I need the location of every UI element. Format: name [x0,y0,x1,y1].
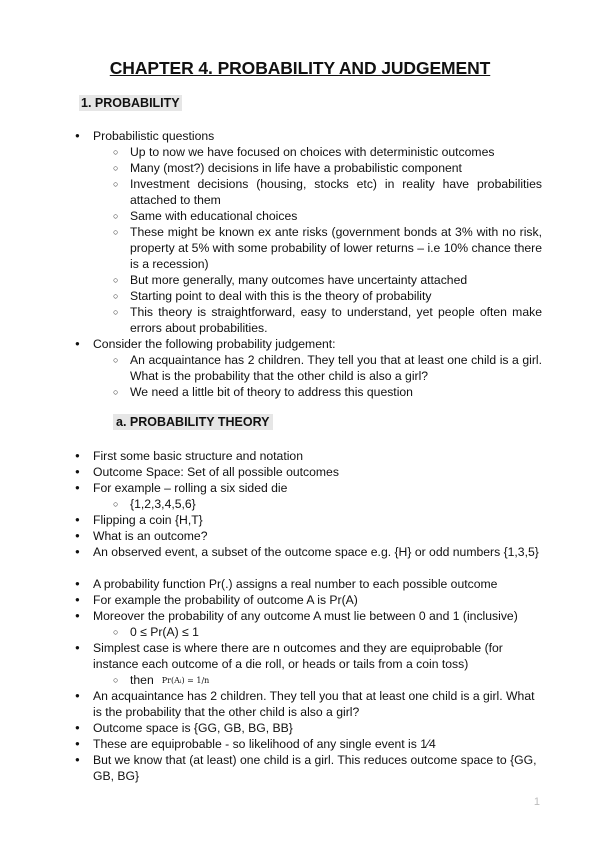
list-item: ○ 0 ≤ Pr(A) ≤ 1 [130,624,542,640]
list-item: ○ Many (most?) decisions in life have a probabilistic component [130,160,542,176]
chapter-title: CHAPTER 4. PROBABILITY AND JUDGEMENT [109,58,491,78]
list-item: ○ This theory is straightforward, easy to understand, yet people often make errors about probabilities. [130,304,542,336]
list-item: ● What is an outcome? [93,528,545,544]
list-item: ● Flipping a coin {H,T} [93,512,545,528]
list-item: ● Outcome Space: Set of all possible outcomes [93,464,545,480]
list-item: ● A probability function Pr(.) assigns a real number to each possible outcome [93,576,545,592]
list-item: ● An observed event, a subset of the outcome space e.g. {H} or odd numbers {1,3,5} [93,544,545,560]
list-item: ● For example – rolling a six sided die [93,480,545,496]
list-item: ● An acquaintance has 2 children. They tell you that at least one child is a girl. What is the probability that the other child is also a girl? [93,688,545,720]
list-item: ● These are equiprobable - so likelihood of any single event is 1⁄4 [93,736,545,752]
list-item: ● Moreover the probability of any outcome A must lie between 0 and 1 (inclusive) [93,608,545,624]
list-item: ● But we know that (at least) one child is a girl. This reduces outcome space to {GG, GB, BG} [93,752,545,784]
section-heading-probability-theory: a. PROBABILITY THEORY [113,415,273,429]
list-item: ○ Investment decisions (housing, stocks etc) in reality have probabilities attached to them [130,176,542,208]
list-item: ○ We need a little bit of theory to address this question [130,384,542,400]
list-item: ● Simplest case is where there are n outcomes and they are equiprobable (for instance each outcome of a die roll, or heads or tails from a coin toss) [93,640,545,672]
list-item: ○ Same with educational choices [130,208,542,224]
list-item: ● First some basic structure and notation [93,448,545,464]
section-heading-probability: 1. PROBABILITY [81,96,180,110]
list-item: ○ Starting point to deal with this is the theory of probability [130,288,542,304]
list-item: ○ These might be known ex ante risks (government bonds at 3% with no risk, property at 5% with some probability of lower returns – i.e 10% chance there is a recession) [130,224,542,272]
list-item: ○ Up to now we have focused on choices with deterministic outcomes [130,144,542,160]
equiprobable-formula: Pr(Aᵢ) = 1/n [161,676,210,685]
list-item: ○ But more generally, many outcomes have uncertainty attached [130,272,542,288]
list-item: ● Consider the following probability judgement: [93,336,545,352]
page-number: 1 [533,796,540,808]
list-item: ○ An acquaintance has 2 children. They tell you that at least one child is a girl. What is the probability that the other child is also a girl? [130,352,542,384]
list-item: ○ then Pr(Aᵢ) = 1/n [130,672,542,689]
list-item: ● For example the probability of outcome A is Pr(A) [93,592,545,608]
list-item: ● Probabilistic questions [93,128,545,144]
list-item: ● Outcome space is {GG, GB, BG, BB} [93,720,545,736]
list-item: ○ {1,2,3,4,5,6} [130,496,542,512]
